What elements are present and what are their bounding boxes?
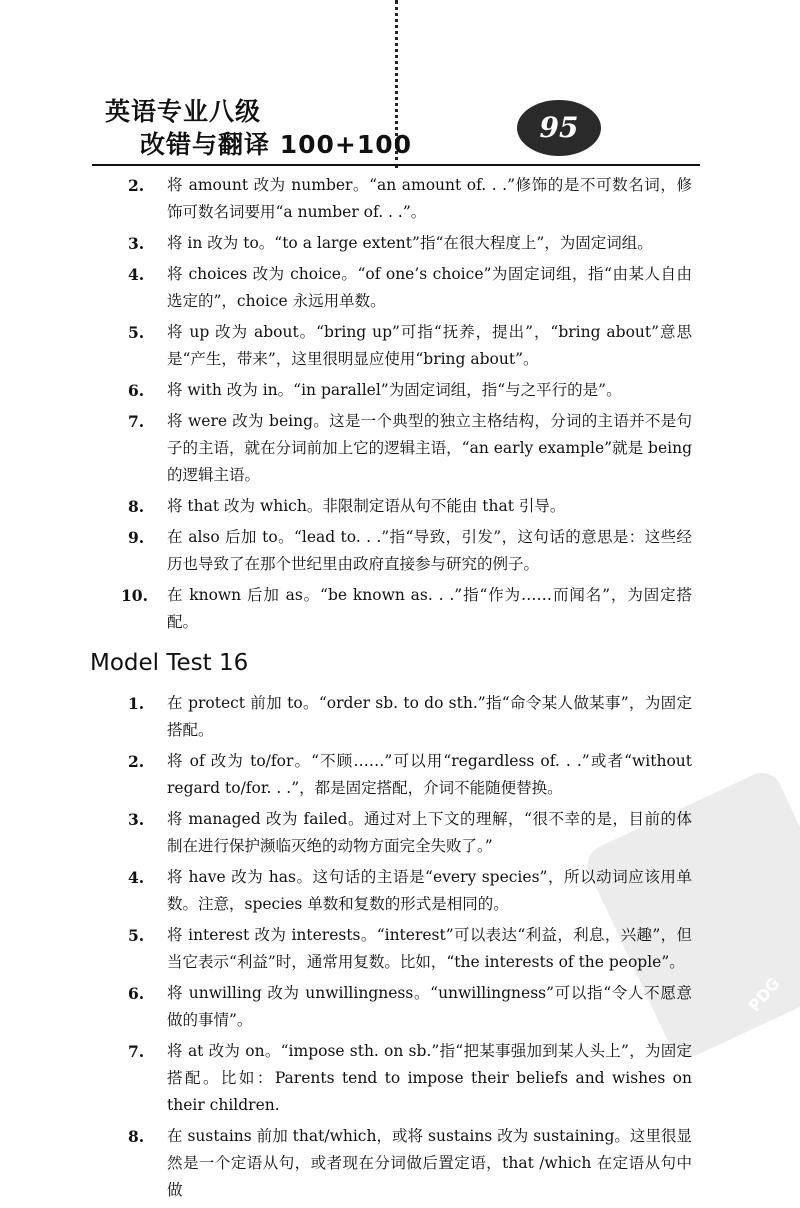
answer-number: 4.	[128, 868, 145, 887]
answer-item	[0, 980, 800, 1034]
book-title-line2: 改错与翻译 100+100	[140, 130, 413, 159]
answer-number: 9.	[128, 528, 145, 547]
answer-item	[0, 377, 800, 404]
answer-list-top	[0, 172, 800, 636]
answer-item	[0, 408, 800, 489]
answer-item	[0, 524, 800, 578]
answer-item	[0, 230, 800, 257]
answer-number: 6.	[128, 984, 145, 1003]
answer-item	[0, 922, 800, 976]
answer-number: 2.	[128, 176, 145, 195]
answer-text: 将 at 改为 on。“impose sth. on sb.”指“把某事强加到某人头上”，为固定搭配。比如：Parents tend to impose their beliefs and wishes on their children.	[167, 1042, 692, 1114]
answer-item	[0, 864, 800, 918]
answer-text: 将 have 改为 has。这句话的主语是“every species”，所以动词应该用单数。注意，species 单数和复数的形式是相同的。	[167, 868, 692, 913]
answer-item	[0, 319, 800, 373]
answer-text: 将 with 改为 in。“in parallel”为固定词组，指“与之平行的是”。	[167, 381, 622, 399]
answer-item	[0, 261, 800, 315]
answer-text: 将 that 改为 which。非限制定语从句不能由 that 引导。	[167, 497, 566, 515]
section-title: Model Test 16	[90, 650, 249, 676]
answer-text: 将 in 改为 to。“to a large extent”指“在很大程度上”，为固定词组。	[167, 234, 653, 252]
answer-number: 10.	[121, 586, 148, 605]
answer-number: 5.	[128, 926, 145, 945]
book-title-line1: 英语专业八级	[105, 97, 262, 126]
book-title	[105, 95, 412, 161]
answer-item	[0, 493, 800, 520]
answer-text: 将 managed 改为 failed。通过对上下文的理解，“很不幸的是，目前的体制在进行保护濒临灭绝的动物方面完全失败了。”	[167, 810, 692, 855]
answer-text: 将 interest 改为 interests。“interest”可以表达“利益，利息，兴趣”，但当它表示“利益”时，通常用复数。比如，“the interests of the people”。	[167, 926, 692, 971]
answer-number: 7.	[128, 412, 145, 431]
answer-text: 将 choices 改为 choice。“of one’s choice”为固定词组，指“由某人自由选定的”，choice 永远用单数。	[167, 265, 692, 310]
answer-number: 5.	[128, 323, 145, 342]
answer-text: 将 of 改为 to/for。“不顾……”可以用“regardless of. . .”或者“without regard to/for. . .”，都是固定搭配，介词不能随便替换。	[167, 752, 692, 797]
answer-item	[0, 690, 800, 744]
answer-item	[0, 172, 800, 226]
answer-text: 在 also 后加 to。“lead to. . .”指“导致，引发”，这句话的意思是：这些经历也导致了在那个世纪里由政府直接参与研究的例子。	[167, 528, 692, 573]
answer-text: 在 protect 前加 to。“order sb. to do sth.”指“命令某人做某事”，为固定搭配。	[167, 694, 692, 739]
answer-text: 将 unwilling 改为 unwillingness。“unwillingness”可以指“令人不愿意做的事情”。	[167, 984, 692, 1029]
answer-item	[0, 1123, 800, 1204]
answer-text: 将 up 改为 about。“bring up”可指“抚养，提出”，“bring about”意思是“产生，带来”，这里很明显应使用“bring about”。	[167, 323, 692, 368]
answer-number: 7.	[128, 1042, 145, 1061]
answer-item	[0, 582, 800, 636]
answer-list-bottom	[0, 690, 800, 1204]
answer-text: 将 amount 改为 number。“an amount of. . .”修饰的是不可数名词，修饰可数名词要用“a number of. . .”。	[167, 176, 692, 221]
answer-number: 6.	[128, 381, 145, 400]
page-content	[0, 172, 800, 1208]
answer-text: 将 were 改为 being。这是一个典型的独立主格结构，分词的主语并不是句子的主语，就在分词前加上它的逻辑主语，“an early example”就是 being 的逻辑主语。	[167, 412, 692, 484]
answer-text: 在 known 后加 as。“be known as. . .”指“作为……而闻名”，为固定搭配。	[167, 586, 692, 631]
watermark-text: PDG	[744, 973, 784, 1016]
answer-number: 8.	[128, 497, 145, 516]
answer-number: 8.	[128, 1127, 145, 1146]
answer-item	[0, 748, 800, 802]
answer-number: 1.	[128, 694, 145, 713]
page-number-badge: 95	[517, 100, 601, 156]
answer-text: 在 sustains 前加 that/which，或将 sustains 改为 sustaining。这里很显然是一个定语从句，或者现在分词做后置定语，that /which 在定语从句中做	[167, 1127, 692, 1199]
answer-number: 2.	[128, 752, 145, 771]
answer-number: 3.	[128, 234, 145, 253]
header-rule	[92, 164, 700, 166]
answer-item	[0, 1038, 800, 1119]
answer-number: 4.	[128, 265, 145, 284]
answer-item	[0, 806, 800, 860]
answer-number: 3.	[128, 810, 145, 829]
